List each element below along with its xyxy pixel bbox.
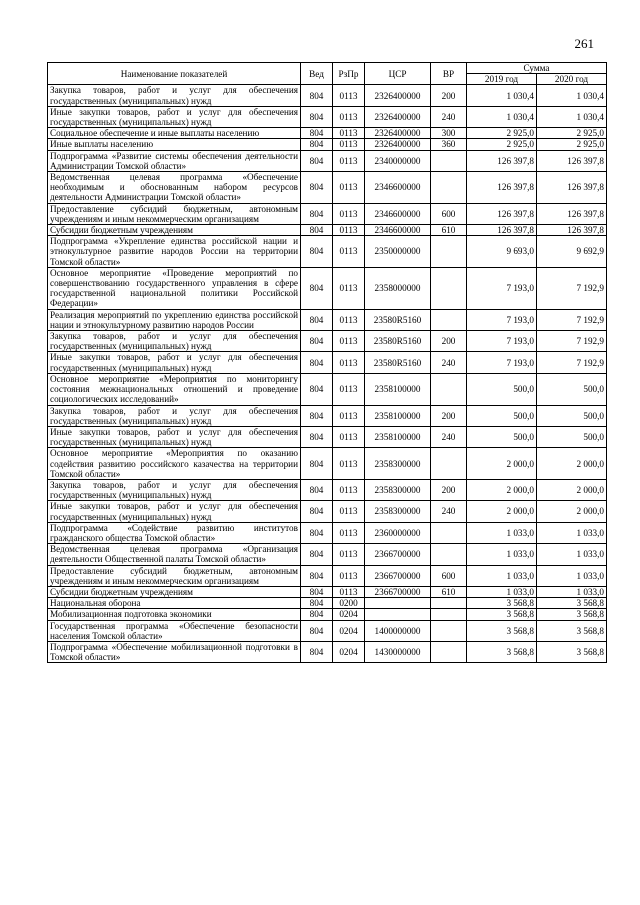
row-2019-cell: 1 033,0	[467, 565, 537, 586]
row-ved-cell: 804	[301, 448, 333, 480]
row-csr-cell: 2358100000	[365, 373, 431, 405]
row-name-cell: Закупка товаров, работ и услуг для обеспечения государственных (муниципальных) нужд	[48, 85, 301, 106]
row-2019-cell: 3 568,8	[467, 641, 537, 662]
row-2020-cell: 9 692,9	[537, 236, 607, 268]
header-name: Наименование показателей	[48, 63, 301, 85]
row-2020-cell: 7 192,9	[537, 331, 607, 352]
row-ved-cell: 804	[301, 203, 333, 224]
table-row	[48, 309, 607, 330]
header-year-2020: 2020 год	[537, 74, 607, 85]
row-csr-cell: 23580R5160	[365, 352, 431, 373]
table-row	[48, 267, 607, 309]
row-name-cell: Государственная программа «Обеспечение безопасности населения Томской области»	[48, 620, 301, 641]
row-vr-cell: 600	[431, 203, 467, 224]
table-row	[48, 501, 607, 522]
row-csr-cell: 2346600000	[365, 225, 431, 236]
row-vr-cell	[431, 172, 467, 204]
row-ved-cell: 804	[301, 620, 333, 641]
row-name-cell: Социальное обеспечение и иные выплаты населению	[48, 128, 301, 139]
row-rzpr-cell: 0113	[333, 586, 365, 597]
row-csr-cell: 1400000000	[365, 620, 431, 641]
row-csr-cell: 23580R5160	[365, 309, 431, 330]
row-ved-cell: 804	[301, 609, 333, 620]
row-csr-cell: 2326400000	[365, 128, 431, 139]
row-2020-cell: 126 397,8	[537, 172, 607, 204]
row-rzpr-cell: 0113	[333, 331, 365, 352]
row-2020-cell: 3 568,8	[537, 609, 607, 620]
row-rzpr-cell: 0113	[333, 426, 365, 447]
row-name-cell: Закупка товаров, работ и услуг для обеспечения государственных (муниципальных) нужд	[48, 405, 301, 426]
row-ved-cell: 804	[301, 544, 333, 565]
row-2019-cell: 2 925,0	[467, 128, 537, 139]
row-name-cell: Иные закупки товаров, работ и услуг для обеспечения государственных (муниципальных) нужд	[48, 501, 301, 522]
row-2020-cell: 500,0	[537, 373, 607, 405]
row-vr-cell: 200	[431, 405, 467, 426]
row-rzpr-cell: 0113	[333, 501, 365, 522]
row-2019-cell: 2 000,0	[467, 501, 537, 522]
row-csr-cell	[365, 609, 431, 620]
row-2020-cell: 3 568,8	[537, 620, 607, 641]
row-csr-cell: 1430000000	[365, 641, 431, 662]
table-row	[48, 620, 607, 641]
row-2020-cell: 2 000,0	[537, 479, 607, 500]
table-row	[48, 139, 607, 150]
row-2019-cell: 126 397,8	[467, 203, 537, 224]
table-row	[48, 426, 607, 447]
row-2020-cell: 3 568,8	[537, 641, 607, 662]
row-rzpr-cell: 0204	[333, 609, 365, 620]
row-2020-cell: 1 033,0	[537, 522, 607, 543]
row-name-cell: Иные закупки товаров, работ и услуг для обеспечения государственных (муниципальных) нужд	[48, 106, 301, 127]
table-row	[48, 522, 607, 543]
row-name-cell: Подпрограмма «Содействие развитию институтов гражданского общества Томской области»	[48, 522, 301, 543]
row-csr-cell: 2326400000	[365, 139, 431, 150]
table-header	[48, 63, 607, 85]
table-row	[48, 544, 607, 565]
row-2020-cell: 500,0	[537, 426, 607, 447]
row-vr-cell: 600	[431, 565, 467, 586]
row-2019-cell: 1 030,4	[467, 85, 537, 106]
header-vr: ВР	[431, 63, 467, 85]
row-vr-cell	[431, 522, 467, 543]
row-csr-cell: 2350000000	[365, 236, 431, 268]
row-csr-cell: 2326400000	[365, 106, 431, 127]
row-vr-cell: 200	[431, 479, 467, 500]
row-2020-cell: 1 033,0	[537, 565, 607, 586]
row-ved-cell: 804	[301, 172, 333, 204]
row-ved-cell: 804	[301, 331, 333, 352]
table-row	[48, 405, 607, 426]
row-2020-cell: 1 033,0	[537, 586, 607, 597]
row-rzpr-cell: 0204	[333, 620, 365, 641]
row-2019-cell: 126 397,8	[467, 172, 537, 204]
row-name-cell: Подпрограмма «Обеспечение мобилизационной подготовки в Томской области»	[48, 641, 301, 662]
table-row	[48, 641, 607, 662]
header-sum: Сумма	[467, 63, 607, 74]
row-rzpr-cell: 0113	[333, 150, 365, 171]
row-name-cell: Подпрограмма «Развитие системы обеспечения деятельности Администрации Томской области»	[48, 150, 301, 171]
row-name-cell: Субсидии бюджетным учреждениям	[48, 586, 301, 597]
row-rzpr-cell: 0113	[333, 128, 365, 139]
row-csr-cell: 2346600000	[365, 203, 431, 224]
budget-table	[47, 62, 607, 663]
row-name-cell: Ведомственная целевая программа «Организация деятельности Общественной палаты Томской области»	[48, 544, 301, 565]
row-csr-cell	[365, 598, 431, 609]
header-rzpr: РзПр	[333, 63, 365, 85]
row-rzpr-cell: 0113	[333, 352, 365, 373]
row-2020-cell: 126 397,8	[537, 203, 607, 224]
row-2020-cell: 126 397,8	[537, 150, 607, 171]
row-rzpr-cell: 0113	[333, 479, 365, 500]
row-vr-cell	[431, 598, 467, 609]
row-csr-cell: 2358300000	[365, 448, 431, 480]
row-name-cell: Основное мероприятие «Мероприятия по оказанию содействия развитию российского казачества на территории Томской области»	[48, 448, 301, 480]
row-vr-cell: 360	[431, 139, 467, 150]
row-rzpr-cell: 0113	[333, 373, 365, 405]
row-ved-cell: 804	[301, 106, 333, 127]
row-ved-cell: 804	[301, 479, 333, 500]
row-rzpr-cell: 0113	[333, 203, 365, 224]
row-2019-cell: 3 568,8	[467, 620, 537, 641]
table-row	[48, 236, 607, 268]
row-vr-cell: 200	[431, 85, 467, 106]
row-csr-cell: 2366700000	[365, 565, 431, 586]
row-rzpr-cell: 0204	[333, 641, 365, 662]
row-ved-cell: 804	[301, 501, 333, 522]
row-2019-cell: 7 193,0	[467, 267, 537, 309]
row-vr-cell	[431, 267, 467, 309]
table-row	[48, 448, 607, 480]
row-vr-cell	[431, 150, 467, 171]
table-row	[48, 352, 607, 373]
table-row	[48, 598, 607, 609]
row-2020-cell: 1 033,0	[537, 544, 607, 565]
row-2020-cell: 3 568,8	[537, 598, 607, 609]
row-2019-cell: 7 193,0	[467, 352, 537, 373]
row-vr-cell: 240	[431, 501, 467, 522]
row-rzpr-cell: 0113	[333, 139, 365, 150]
row-csr-cell: 2366700000	[365, 586, 431, 597]
header-ved: Вед	[301, 63, 333, 85]
row-ved-cell: 804	[301, 267, 333, 309]
row-rzpr-cell: 0113	[333, 309, 365, 330]
row-2019-cell: 7 193,0	[467, 309, 537, 330]
row-2019-cell: 3 568,8	[467, 598, 537, 609]
row-vr-cell: 610	[431, 225, 467, 236]
row-name-cell: Реализация мероприятий по укреплению единства российской нации и этнокультурному развитию народов России	[48, 309, 301, 330]
row-rzpr-cell: 0113	[333, 522, 365, 543]
header-year-2019: 2019 год	[467, 74, 537, 85]
table-row	[48, 150, 607, 171]
row-csr-cell: 2358300000	[365, 479, 431, 500]
row-csr-cell: 2358300000	[365, 501, 431, 522]
row-2019-cell: 9 693,0	[467, 236, 537, 268]
row-2020-cell: 7 192,9	[537, 309, 607, 330]
row-csr-cell: 2346600000	[365, 172, 431, 204]
row-vr-cell	[431, 609, 467, 620]
row-vr-cell: 240	[431, 426, 467, 447]
row-2020-cell: 1 030,4	[537, 106, 607, 127]
row-rzpr-cell: 0113	[333, 565, 365, 586]
row-ved-cell: 804	[301, 309, 333, 330]
table-row	[48, 225, 607, 236]
row-ved-cell: 804	[301, 139, 333, 150]
row-vr-cell	[431, 373, 467, 405]
row-name-cell: Мобилизационная подготовка экономики	[48, 609, 301, 620]
row-ved-cell: 804	[301, 405, 333, 426]
row-csr-cell: 2340000000	[365, 150, 431, 171]
row-ved-cell: 804	[301, 565, 333, 586]
row-name-cell: Основное мероприятие «Мероприятия по мониторингу состояния межнациональных отношений и проведение социологических исследований»	[48, 373, 301, 405]
row-rzpr-cell: 0113	[333, 405, 365, 426]
row-2020-cell: 7 192,9	[537, 352, 607, 373]
table-row	[48, 85, 607, 106]
row-ved-cell: 804	[301, 128, 333, 139]
row-csr-cell: 2358000000	[365, 267, 431, 309]
row-2019-cell: 126 397,8	[467, 150, 537, 171]
row-csr-cell: 2366700000	[365, 544, 431, 565]
row-name-cell: Ведомственная целевая программа «Обеспечение необходимым и обоснованным набором ресурсов деятельности Администрации Томской области»	[48, 172, 301, 204]
row-vr-cell: 240	[431, 106, 467, 127]
row-rzpr-cell: 0113	[333, 106, 365, 127]
row-2019-cell: 3 568,8	[467, 609, 537, 620]
row-2019-cell: 126 397,8	[467, 225, 537, 236]
row-2019-cell: 7 193,0	[467, 331, 537, 352]
row-2020-cell: 500,0	[537, 405, 607, 426]
row-ved-cell: 804	[301, 352, 333, 373]
table-row	[48, 479, 607, 500]
row-2020-cell: 126 397,8	[537, 225, 607, 236]
row-csr-cell: 2360000000	[365, 522, 431, 543]
row-2020-cell: 7 192,9	[537, 267, 607, 309]
row-vr-cell	[431, 641, 467, 662]
row-rzpr-cell: 0113	[333, 225, 365, 236]
row-2020-cell: 2 000,0	[537, 501, 607, 522]
row-csr-cell: 2358100000	[365, 426, 431, 447]
table-row	[48, 331, 607, 352]
row-vr-cell: 610	[431, 586, 467, 597]
row-vr-cell	[431, 309, 467, 330]
row-2019-cell: 2 000,0	[467, 448, 537, 480]
header-csr: ЦСР	[365, 63, 431, 85]
row-name-cell: Иные выплаты населению	[48, 139, 301, 150]
row-ved-cell: 804	[301, 373, 333, 405]
table-row	[48, 609, 607, 620]
page-number: 261	[574, 36, 594, 51]
row-2019-cell: 1 033,0	[467, 586, 537, 597]
row-ved-cell: 804	[301, 236, 333, 268]
row-ved-cell: 804	[301, 225, 333, 236]
row-rzpr-cell: 0113	[333, 85, 365, 106]
row-name-cell: Национальная оборона	[48, 598, 301, 609]
table-body	[48, 85, 607, 663]
row-2019-cell: 1 033,0	[467, 544, 537, 565]
table-row	[48, 373, 607, 405]
row-rzpr-cell: 0113	[333, 448, 365, 480]
row-vr-cell: 300	[431, 128, 467, 139]
row-2020-cell: 1 030,4	[537, 85, 607, 106]
row-vr-cell	[431, 448, 467, 480]
row-ved-cell: 804	[301, 586, 333, 597]
row-ved-cell: 804	[301, 598, 333, 609]
row-2019-cell: 1 030,4	[467, 106, 537, 127]
row-name-cell: Иные закупки товаров, работ и услуг для обеспечения государственных (муниципальных) нужд	[48, 426, 301, 447]
row-vr-cell	[431, 544, 467, 565]
row-name-cell: Закупка товаров, работ и услуг для обеспечения государственных (муниципальных) нужд	[48, 479, 301, 500]
row-2019-cell: 1 033,0	[467, 522, 537, 543]
table-row	[48, 565, 607, 586]
row-name-cell: Предоставление субсидий бюджетным, автономным учреждениям и иным некоммерческим организациям	[48, 565, 301, 586]
table-row	[48, 203, 607, 224]
row-rzpr-cell: 0113	[333, 172, 365, 204]
row-2019-cell: 2 000,0	[467, 479, 537, 500]
row-name-cell: Основное мероприятие «Проведение мероприятий по совершенствованию государственного управления в сфере государственной национальной политики Российской Федерации»	[48, 267, 301, 309]
row-2019-cell: 500,0	[467, 373, 537, 405]
table-row	[48, 586, 607, 597]
row-vr-cell: 240	[431, 352, 467, 373]
row-name-cell: Предоставление субсидий бюджетным, автономным учреждениям и иным некоммерческим организациям	[48, 203, 301, 224]
row-2019-cell: 500,0	[467, 426, 537, 447]
row-csr-cell: 2358100000	[365, 405, 431, 426]
row-ved-cell: 804	[301, 522, 333, 543]
table-row	[48, 128, 607, 139]
row-ved-cell: 804	[301, 150, 333, 171]
table-row	[48, 172, 607, 204]
row-csr-cell: 2326400000	[365, 85, 431, 106]
row-vr-cell	[431, 236, 467, 268]
row-vr-cell: 200	[431, 331, 467, 352]
row-2020-cell: 2 925,0	[537, 128, 607, 139]
row-2020-cell: 2 925,0	[537, 139, 607, 150]
row-ved-cell: 804	[301, 641, 333, 662]
row-name-cell: Подпрограмма «Укрепление единства российской нации и этнокультурное развитие народов России на территории Томской области»	[48, 236, 301, 268]
table-row	[48, 106, 607, 127]
row-2019-cell: 500,0	[467, 405, 537, 426]
row-rzpr-cell: 0113	[333, 267, 365, 309]
row-rzpr-cell: 0113	[333, 544, 365, 565]
row-ved-cell: 804	[301, 426, 333, 447]
row-name-cell: Субсидии бюджетным учреждениям	[48, 225, 301, 236]
row-rzpr-cell: 0113	[333, 236, 365, 268]
row-ved-cell: 804	[301, 85, 333, 106]
row-vr-cell	[431, 620, 467, 641]
row-rzpr-cell: 0200	[333, 598, 365, 609]
row-name-cell: Закупка товаров, работ и услуг для обеспечения государственных (муниципальных) нужд	[48, 331, 301, 352]
row-2019-cell: 2 925,0	[467, 139, 537, 150]
row-csr-cell: 23580R5160	[365, 331, 431, 352]
row-name-cell: Иные закупки товаров, работ и услуг для обеспечения государственных (муниципальных) нужд	[48, 352, 301, 373]
row-2020-cell: 2 000,0	[537, 448, 607, 480]
